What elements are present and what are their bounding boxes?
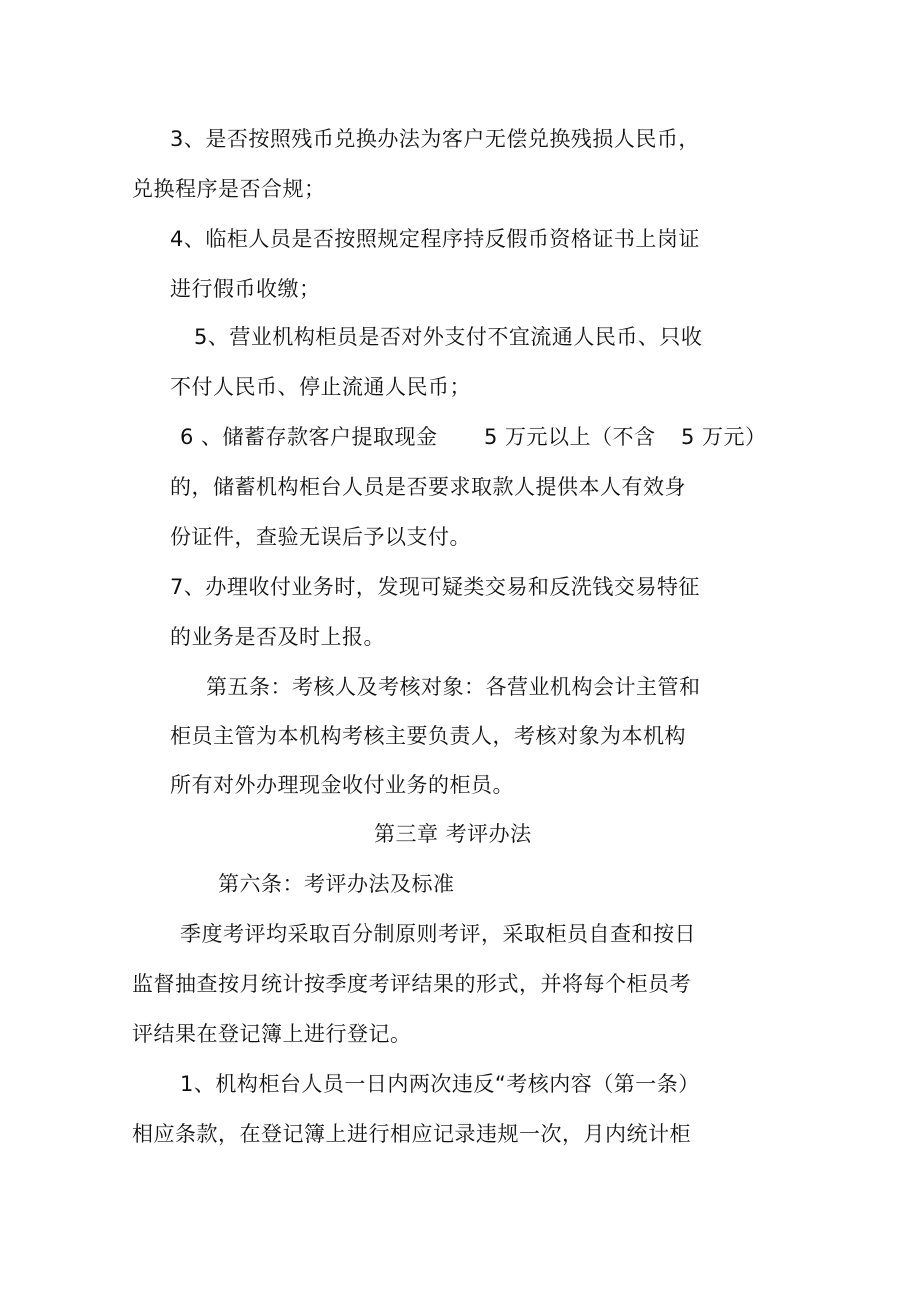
- text-line-14: 所有对外办理现金收付业务的柜员。: [170, 773, 514, 797]
- text-line-5: 5、营业机构柜员是否对外支付不宜流通人民币、只收: [194, 325, 703, 349]
- text-line-16: 季度考评均采取百分制原则考评，采取柜员自查和按日: [180, 922, 696, 946]
- text-line-19: 1、机构柜台人员一日内两次违反“考核内容（第一条）: [180, 1072, 700, 1096]
- text-line-13: 柜员主管为本机构考核主要负责人，考核对象为本机构: [170, 724, 686, 748]
- text-line-7-part-b: 5 万元以上（不含: [484, 425, 656, 449]
- text-line-17: 监督抽查按月统计按季度考评结果的形式，并将每个柜员考: [132, 972, 691, 996]
- text-line-8: 的，储蓄机构柜台人员是否要求取款人提供本人有效身: [170, 475, 686, 499]
- text-line-6: 不付人民币、停止流通人民币；: [170, 375, 471, 399]
- text-line-9: 份证件，查验无误后予以支付。: [170, 525, 471, 549]
- text-line-3: 4、临柜人员是否按照规定程序持反假币资格证书上岗证: [170, 227, 700, 251]
- chapter-heading: 第三章 考评办法: [374, 822, 532, 846]
- text-line-4: 进行假币收缴；: [170, 277, 321, 301]
- text-line-7-part-a: 6 、储蓄存款客户提取现金: [180, 425, 438, 449]
- text-line-1: 3、是否按照残币兑换办法为客户无偿兑换残损人民币，: [170, 127, 700, 151]
- text-line-10: 7、办理收付业务时，发现可疑类交易和反洗钱交易特征: [170, 575, 700, 599]
- text-line-7-part-c: 5 万元）: [681, 425, 767, 449]
- text-line-20: 相应条款，在登记簿上进行相应记录违规一次，月内统计柜: [132, 1122, 691, 1146]
- text-line-12: 第五条：考核人及考核对象：各营业机构会计主管和: [206, 675, 701, 699]
- text-line-11: 的业务是否及时上报。: [170, 625, 385, 649]
- text-line-18: 评结果在登记簿上进行登记。: [132, 1022, 412, 1046]
- text-line-15: 第六条：考评办法及标准: [218, 872, 455, 896]
- text-line-2: 兑换程序是否合规；: [132, 177, 326, 201]
